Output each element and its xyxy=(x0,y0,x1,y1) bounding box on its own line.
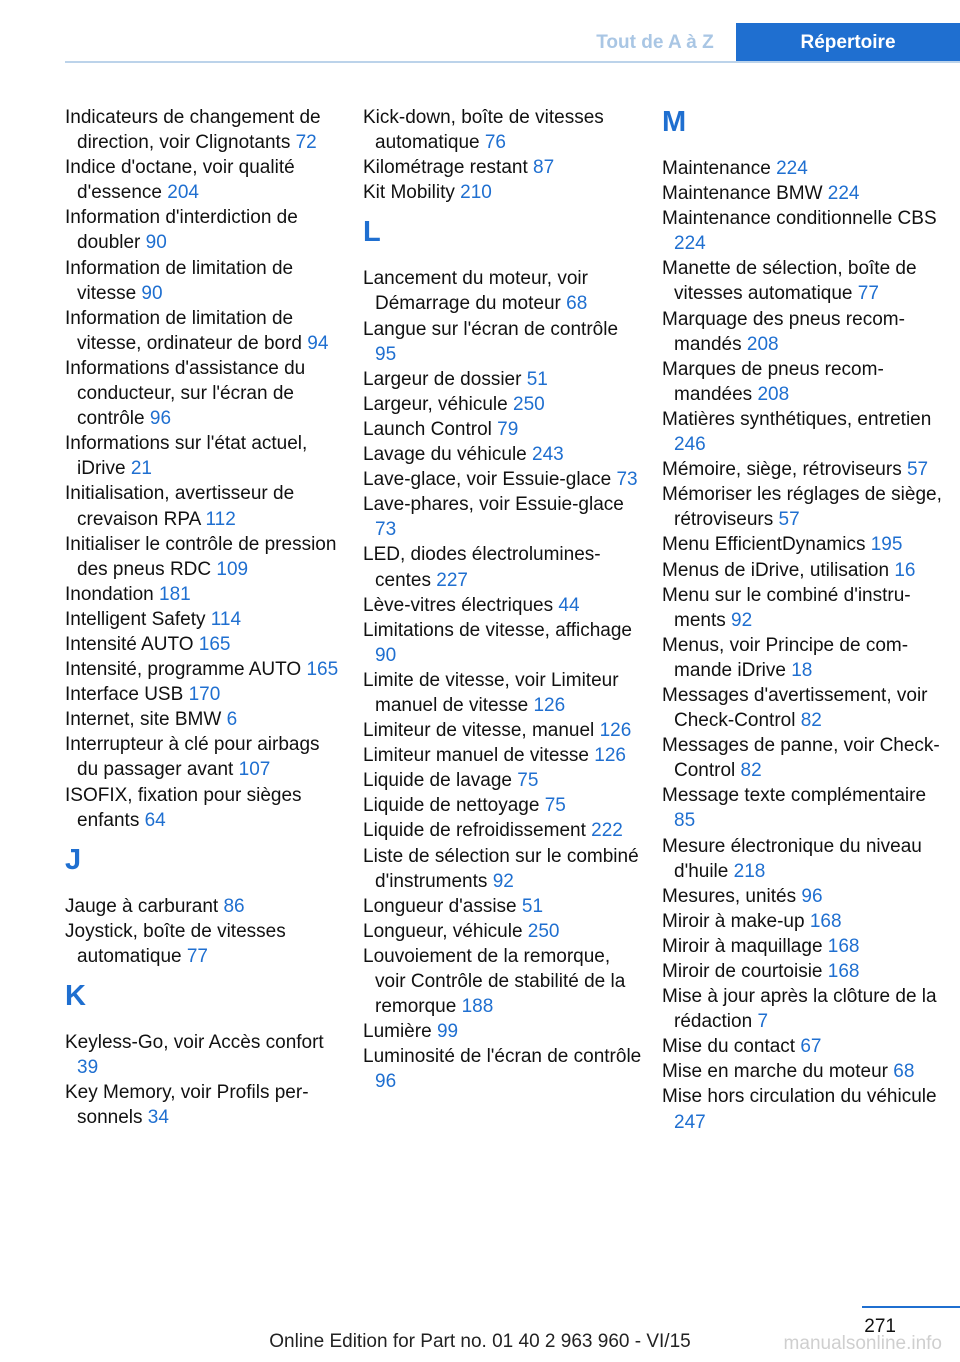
entry-term: Liquide de lavage xyxy=(363,770,512,792)
index-entry xyxy=(662,633,952,683)
entry-term: Liste de sélection sur le combiné d'instruments xyxy=(363,845,639,892)
entry-term: Keyless-Go, voir Accès confort xyxy=(65,1032,324,1053)
entry-term: Inondation xyxy=(65,583,154,605)
entry-term: Limiteur de vitesse, manuel xyxy=(363,720,595,742)
index-entry xyxy=(65,532,345,582)
index-entry xyxy=(65,732,345,782)
index-column-1 xyxy=(65,105,345,1130)
page-link[interactable]: 21 xyxy=(130,458,152,480)
page-link[interactable]: 85 xyxy=(674,810,696,832)
entry-term: LED, diodes électroluminescentes xyxy=(363,544,601,591)
section-letter: M xyxy=(662,106,687,138)
page-link[interactable]: 218 xyxy=(733,860,766,882)
index-entry xyxy=(662,683,952,733)
index-entry xyxy=(363,668,643,718)
section-tab[interactable]: Tout de A à Z xyxy=(596,31,714,53)
entry-term: Jauge à carburant xyxy=(65,895,219,917)
page-link[interactable]: 168 xyxy=(827,935,860,957)
entry-term: Messages d'avertissement, voir Check-Control xyxy=(662,684,928,732)
page-link[interactable]: 73 xyxy=(616,469,638,491)
index-entry xyxy=(65,919,345,969)
index-entry xyxy=(662,884,952,909)
index-entry xyxy=(662,1084,952,1134)
page-link[interactable]: 18 xyxy=(791,659,813,681)
entry-term: Maintenance conditionnelle CBS xyxy=(662,208,937,230)
entry-term: Lave-glace, voir Essuie-glace xyxy=(363,469,612,491)
index-entry xyxy=(363,467,643,492)
entry-term: Interface USB xyxy=(65,684,184,706)
entry-term: Lancement du moteur, voir Démarrage du moteur xyxy=(363,268,588,315)
index-entry xyxy=(65,783,345,833)
index-entry xyxy=(662,357,952,407)
entry-term: Key Memory, voir Profils personnels xyxy=(65,1082,309,1129)
page-link[interactable]: 246 xyxy=(674,434,706,456)
index-entry xyxy=(65,256,345,306)
entry-term: Indicateurs de changement de direction, voir Clignotants xyxy=(65,107,321,154)
entry-term: Messages de panne, voir Check-Control xyxy=(662,735,940,782)
page-link[interactable]: 67 xyxy=(800,1036,822,1058)
page-link[interactable]: 51 xyxy=(526,368,548,390)
page-link[interactable]: 224 xyxy=(827,183,860,205)
entry-term: Initialisation, avertisseur de crevaison RPA xyxy=(65,483,295,530)
page-link[interactable]: 208 xyxy=(757,383,790,405)
page-link[interactable]: 79 xyxy=(497,418,519,440)
index-entry xyxy=(363,266,643,316)
index-entry xyxy=(363,718,643,743)
index-entry xyxy=(662,909,952,934)
index-entry xyxy=(363,793,643,818)
index-entry xyxy=(65,707,345,732)
page-link[interactable]: 6 xyxy=(226,709,238,731)
entry-term: Menus, voir Principe de commande iDrive xyxy=(662,634,909,681)
page-link[interactable]: 107 xyxy=(238,759,271,781)
entry-term: Kilométrage restant xyxy=(363,157,528,179)
index-entry xyxy=(363,944,643,1019)
index-entry xyxy=(363,105,643,155)
entry-term: Menu EfficientDynamics xyxy=(662,534,866,556)
page-link[interactable]: 224 xyxy=(674,233,706,255)
index-entry xyxy=(65,894,345,919)
entry-term: Langue sur l'écran de contrôle xyxy=(363,318,619,340)
page-link[interactable]: 57 xyxy=(906,459,929,481)
entry-term: Maintenance xyxy=(662,158,771,179)
entry-term: Mise du contact xyxy=(662,1036,796,1058)
watermark: manualsonline.info xyxy=(783,1333,942,1354)
index-entry xyxy=(65,356,345,431)
index-entry xyxy=(363,1044,643,1094)
entry-term: Intelligent Safety xyxy=(65,608,206,630)
index-entry xyxy=(65,155,345,205)
index-entry xyxy=(65,607,345,632)
page-link[interactable]: 87 xyxy=(533,157,555,179)
page-link[interactable]: 204 xyxy=(167,182,199,204)
index-entry xyxy=(363,417,643,442)
index-entry xyxy=(662,407,952,457)
entry-term: Maintenance BMW xyxy=(662,183,823,205)
index-entry xyxy=(363,818,643,843)
page-link[interactable]: 181 xyxy=(159,583,191,605)
index-entry xyxy=(662,482,952,532)
index-entry xyxy=(363,155,643,180)
page-link[interactable]: 165 xyxy=(198,633,231,655)
page-link[interactable]: 95 xyxy=(375,343,397,365)
entry-term: Marquage des pneus recommandés xyxy=(662,308,905,355)
index-entry xyxy=(363,392,643,417)
page-link[interactable]: 227 xyxy=(436,569,468,591)
page-link[interactable]: 247 xyxy=(674,1111,706,1133)
entry-term: Largeur de dossier xyxy=(363,368,522,390)
index-column-3 xyxy=(662,105,952,1135)
page-link[interactable]: 82 xyxy=(800,710,822,732)
edition-footer: Online Edition for Part no. 01 40 2 963 960 - VI/15 xyxy=(269,1331,691,1352)
page-link[interactable]: 16 xyxy=(894,559,916,581)
index-entry xyxy=(662,583,952,633)
entry-term: Message texte complémentaire xyxy=(662,785,927,807)
entry-term: Informations d'assistance du conducteur, sur l'écran de contrôle xyxy=(65,357,306,430)
page-link[interactable]: 222 xyxy=(591,820,623,842)
index-entry xyxy=(363,618,643,668)
section-letter: L xyxy=(363,216,381,249)
section-letter: K xyxy=(65,980,86,1012)
page-link[interactable]: 76 xyxy=(484,132,506,154)
entry-term: Joystick, boîte de vitesses automatique xyxy=(65,920,286,967)
page-link[interactable]: 109 xyxy=(216,558,249,580)
index-entry xyxy=(662,959,952,984)
index-entry xyxy=(662,1034,952,1059)
entry-term: Luminosité de l'écran de contrôle xyxy=(363,1046,642,1068)
entry-term: Mise à jour après la clôture de la rédaction xyxy=(662,986,937,1033)
entry-term: Longueur, véhicule xyxy=(363,920,523,942)
entry-term: Intensité, programme AUTO xyxy=(65,659,302,681)
entry-term: Matières synthétiques, entretien xyxy=(662,408,932,430)
index-entry xyxy=(363,919,643,944)
index-entry xyxy=(662,307,952,357)
index-entry xyxy=(662,1059,952,1084)
page-link[interactable]: 68 xyxy=(893,1061,915,1083)
index-entry xyxy=(363,894,643,919)
index-entry xyxy=(363,367,643,392)
page-link[interactable]: 224 xyxy=(776,158,808,179)
entry-term: Limitations de vitesse, affichage xyxy=(363,619,632,641)
page-link[interactable]: 44 xyxy=(558,594,580,616)
page-link[interactable]: 64 xyxy=(144,809,166,831)
index-entry xyxy=(363,593,643,618)
page-link[interactable]: 210 xyxy=(460,182,492,204)
entry-term: Lavage du véhicule xyxy=(363,444,527,466)
index-entry xyxy=(65,205,345,255)
page-link[interactable]: 99 xyxy=(436,1021,459,1043)
index-entry xyxy=(65,431,345,481)
page-link[interactable]: 90 xyxy=(375,644,397,666)
page-link[interactable]: 72 xyxy=(295,132,317,154)
page-link[interactable]: 86 xyxy=(223,895,245,917)
page-link[interactable]: 188 xyxy=(461,996,494,1018)
index-entry xyxy=(363,180,643,205)
entry-term: Information d'interdiction de doubler xyxy=(65,207,298,254)
page-link[interactable]: 112 xyxy=(205,508,236,530)
page-link[interactable]: 39 xyxy=(77,1057,99,1079)
index-entry xyxy=(363,743,643,768)
index-entry xyxy=(662,181,952,206)
page-link[interactable]: 96 xyxy=(801,885,823,907)
index-entry xyxy=(662,206,952,256)
index-entry xyxy=(662,834,952,884)
entry-term: Indice d'octane, voir qualité d'essence xyxy=(65,157,295,204)
entry-term: Liquide de refroidissement xyxy=(363,820,586,842)
page-link[interactable]: 73 xyxy=(375,519,397,541)
page-link[interactable]: 57 xyxy=(778,509,800,531)
entry-term: Kick-down, boîte de vitesses automatique xyxy=(363,107,604,154)
page-link[interactable]: 165 xyxy=(306,659,339,681)
page-link[interactable]: 208 xyxy=(746,333,779,355)
index-entry xyxy=(662,256,952,306)
entry-term: Kit Mobility xyxy=(363,182,455,204)
page-link[interactable]: 114 xyxy=(210,608,242,630)
page-link[interactable]: 77 xyxy=(857,283,879,305)
index-entry xyxy=(662,156,952,181)
index-entry xyxy=(662,984,952,1034)
entry-term: Information de limitation de vitesse, ordinateur de bord xyxy=(65,307,302,354)
entry-term: Information de limitation de vitesse xyxy=(65,257,294,304)
entry-term: Manette de sélection, boîte de vitesses automatique xyxy=(662,258,917,305)
page-link[interactable]: 82 xyxy=(740,760,762,782)
page-link[interactable]: 92 xyxy=(492,870,514,892)
header-divider xyxy=(65,61,960,63)
page-link[interactable]: 126 xyxy=(594,745,626,767)
page-link[interactable]: 96 xyxy=(375,1071,397,1093)
page-link[interactable]: 68 xyxy=(566,293,588,315)
entry-term: Mesures, unités xyxy=(662,885,797,907)
entry-term: Limiteur manuel de vitesse xyxy=(363,745,589,767)
page-link[interactable]: 250 xyxy=(513,393,545,415)
index-entry xyxy=(363,317,643,367)
entry-term: Mise hors circulation du véhicule xyxy=(662,1086,937,1108)
page-link[interactable]: 34 xyxy=(147,1107,169,1129)
index-entry xyxy=(65,582,345,607)
index-entry xyxy=(65,657,345,682)
page-link[interactable]: 168 xyxy=(827,961,860,982)
index-entry xyxy=(65,306,345,356)
entry-term: Interrupteur à clé pour airbags du passager avant xyxy=(65,734,320,781)
index-entry xyxy=(363,492,643,542)
page-link[interactable]: 126 xyxy=(599,720,632,742)
page-link[interactable]: 7 xyxy=(757,1011,769,1033)
entry-term: Intensité AUTO xyxy=(65,633,194,655)
index-entry xyxy=(662,934,952,959)
entry-term: Mise en marche du moteur xyxy=(662,1061,888,1083)
entry-term: Miroir à make-up xyxy=(662,910,805,932)
page-link[interactable]: 170 xyxy=(188,684,221,706)
index-entry xyxy=(65,1080,345,1130)
index-entry xyxy=(662,558,952,583)
page-link[interactable]: 92 xyxy=(731,609,753,631)
section-letter: J xyxy=(65,843,82,876)
page-link[interactable]: 96 xyxy=(149,408,172,430)
entry-term: Mesure électronique du niveau d'huile xyxy=(662,835,922,882)
page-number-rule xyxy=(862,1306,960,1308)
entry-term: Informations sur l'état actuel, iDrive xyxy=(65,433,308,480)
page-link[interactable]: 90 xyxy=(141,282,163,304)
page-link[interactable]: 168 xyxy=(809,910,842,932)
page-link[interactable]: 75 xyxy=(544,795,566,817)
entry-term: Marques de pneus recommandées xyxy=(662,358,884,405)
entry-term: Lumière xyxy=(363,1021,432,1043)
entry-term: Internet, site BMW xyxy=(65,709,222,731)
entry-term: Mémoriser les réglages de siège, rétroviseurs xyxy=(662,484,942,531)
entry-term: Mémoire, siège, rétroviseurs xyxy=(662,459,902,481)
entry-term: Longueur d'assise xyxy=(363,895,517,917)
page-link[interactable]: 126 xyxy=(533,694,566,716)
page-link[interactable]: 77 xyxy=(186,945,208,967)
entry-term: Miroir de courtoisie xyxy=(662,961,823,982)
index-entry xyxy=(662,733,952,783)
index-column-2 xyxy=(363,105,643,1094)
entry-term: Menu sur le combiné d'instruments xyxy=(662,584,911,631)
index-entry xyxy=(65,632,345,657)
page-link[interactable]: 195 xyxy=(870,534,903,556)
entry-term: ISOFIX, fixation pour sièges enfants xyxy=(65,784,302,831)
index-entry xyxy=(363,844,643,894)
index-entry xyxy=(363,442,643,467)
entry-term: Limite de vitesse, voir Limiteur manuel de vitesse xyxy=(363,669,619,716)
entry-term: Initialiser le contrôle de pression des pneus RDC xyxy=(65,533,337,580)
index-entry xyxy=(65,481,345,531)
index-entry xyxy=(363,1019,643,1044)
page-link[interactable]: 51 xyxy=(521,895,544,917)
page-number: 271 xyxy=(864,1316,896,1337)
page-link[interactable]: 90 xyxy=(145,232,167,254)
page-link[interactable]: 243 xyxy=(532,444,564,466)
index-entry xyxy=(662,457,952,482)
index-entry xyxy=(363,768,643,793)
entry-term: Largeur, véhicule xyxy=(363,393,508,415)
entry-term: Louvoiement de la remorque, voir Contrôle de stabilité de la remorque xyxy=(363,945,626,1018)
page-link[interactable]: 75 xyxy=(517,770,539,792)
entry-term: Menus de iDrive, utilisation xyxy=(662,559,890,581)
entry-term: Liquide de nettoyage xyxy=(363,795,540,817)
page-link[interactable]: 94 xyxy=(307,332,329,354)
index-entry xyxy=(662,783,952,833)
page-link[interactable]: 250 xyxy=(527,920,560,942)
index-entry xyxy=(65,682,345,707)
entry-term: Launch Control xyxy=(363,418,492,440)
index-entry xyxy=(363,542,643,592)
chapter-tab[interactable]: Répertoire xyxy=(736,23,960,62)
entry-term: Lave-phares, voir Essuie-glace xyxy=(363,494,624,516)
entry-term: Miroir à maquillage xyxy=(662,935,823,957)
index-entry xyxy=(662,532,952,557)
index-entry xyxy=(65,1030,345,1080)
index-entry xyxy=(65,105,345,155)
entry-term: Lève-vitres électriques xyxy=(363,594,554,616)
